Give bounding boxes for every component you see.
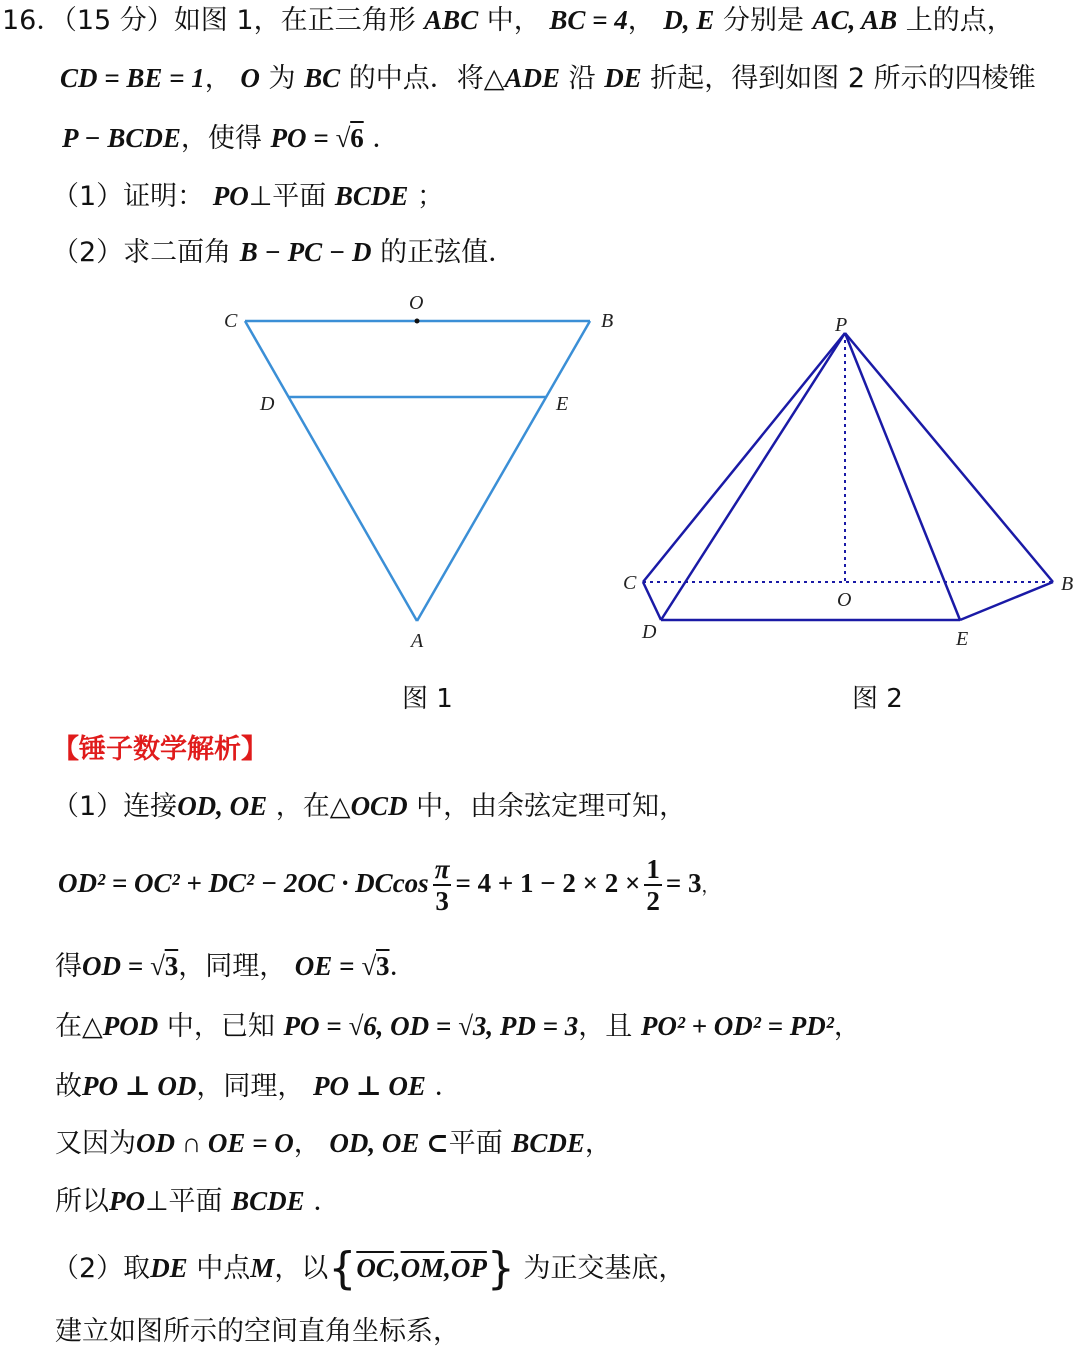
label-p: P [835, 314, 848, 336]
math-sqrt3: 3 [376, 951, 390, 981]
math-po-perp-od: PO ⊥ OD [82, 1071, 197, 1101]
text-span: （1）证明： [52, 181, 205, 212]
label-a: A [411, 630, 424, 652]
text-span: 分别是 [723, 5, 804, 36]
fraction-one-half [644, 854, 662, 916]
frac-num: π [434, 853, 450, 884]
math-acab: AC, AB [812, 5, 898, 35]
text-span: ， [584, 1128, 612, 1159]
math-arith: = 4 + 1 − 2 × 2 × [455, 868, 641, 898]
text-span: ， [833, 1011, 861, 1042]
math-po-perp-oe: PO ⊥ OE [313, 1071, 426, 1101]
label-o: O [837, 589, 852, 611]
problem-line-2 [60, 60, 1036, 97]
vector-op: $\overline{OP}$ [450, 1253, 487, 1283]
math-sqrt3: 3 [164, 951, 179, 981]
label-b: B [601, 310, 614, 332]
text-span: ． [434, 1071, 462, 1102]
text-span: ，且 [578, 1011, 633, 1042]
text-span: （2）求二面角 [52, 237, 232, 268]
math-bc-eq: BC = 4 [549, 5, 628, 35]
math-pyramid: P − BCDE [62, 123, 181, 153]
text-span: 中，已知 [166, 1011, 275, 1042]
text-span: 中点 [196, 1253, 251, 1284]
text-span: , [444, 1253, 451, 1283]
text-span: 又因为 [55, 1128, 136, 1159]
text-span: 为 [268, 63, 296, 94]
math-m: M [250, 1253, 275, 1283]
question-1 [52, 178, 444, 215]
figure-2-solid-edges [643, 333, 1053, 620]
math-odoe: OD, OE [177, 791, 268, 821]
text-span: ， [293, 1128, 321, 1159]
text-span: 的中点．将△ [348, 63, 505, 94]
math-ocd: OCD [350, 791, 408, 821]
label-o: O [409, 292, 424, 314]
math-sqrt6: 6 [350, 123, 364, 153]
math-de2: DE [604, 63, 642, 93]
solution-line-4 [55, 1068, 462, 1105]
point-o [415, 319, 420, 324]
text-span: 所以 [55, 1186, 109, 1217]
math-cdbe: CD = BE = 1 [60, 63, 205, 93]
text-span: 的正弦值． [380, 237, 516, 268]
text-span: 如图 1，在正三角形 [173, 5, 416, 36]
text-span: ； [417, 181, 445, 212]
question-2 [52, 234, 515, 271]
segment-ba [417, 321, 590, 621]
math-pod: POD [102, 1011, 159, 1041]
fraction-pi-over-3 [433, 854, 452, 916]
math-intersection: OD ∩ OE = O [136, 1128, 294, 1158]
solution-line-1 [52, 788, 686, 825]
math-cosine-law: OD² = OC² + DC² − 2OC · DCcos [58, 868, 429, 898]
text-span: ⊥平面 [145, 1186, 223, 1217]
math-oe: OE = √ [294, 951, 377, 981]
label-d: D [260, 393, 275, 415]
text-span: 在△ [55, 1011, 103, 1042]
edge-pb [845, 333, 1053, 582]
math-abc: ABC [424, 5, 479, 35]
solution-line-7 [52, 1243, 686, 1294]
text-span: 中，由余弦定理可知， [416, 791, 687, 822]
solution-heading: 【锤子数学解析】 [52, 734, 268, 765]
vector-oc: $\overline{OC}$ [356, 1253, 394, 1283]
label-b: B [1061, 573, 1074, 595]
text-span: ， [701, 876, 720, 897]
text-span: 故 [55, 1071, 82, 1102]
solution-line-3 [55, 1008, 861, 1045]
math-pythag: PO² + OD² = PD² [640, 1011, 834, 1041]
solution-line-2 [55, 948, 417, 985]
figure-2-pyramid [615, 305, 1080, 660]
math-dihedral: B − PC − D [239, 237, 372, 267]
frac-den: 3 [435, 885, 449, 916]
text-span: ，在△ [275, 791, 351, 822]
edge-pe [845, 333, 960, 620]
label-d: D [642, 621, 657, 643]
math-od: OD = √ [82, 951, 165, 981]
text-span: 平面 [448, 1128, 503, 1159]
math-o: O [240, 63, 260, 93]
math-de: DE [150, 1253, 188, 1283]
solution-line-5 [55, 1125, 612, 1162]
vector-om: $\overline{OM}$ [400, 1253, 445, 1283]
figure-2-caption: 图 2 [852, 684, 903, 714]
text-span: ，同理， [196, 1071, 305, 1102]
text-span: ，同理， [178, 951, 287, 982]
text-span: 沿 [568, 63, 596, 94]
frac-num: 1 [646, 853, 660, 884]
math-result: = 3 [665, 868, 702, 898]
solution-equation-1 [58, 848, 720, 922]
right-brace: } [486, 1243, 515, 1294]
frac-den: 2 [646, 885, 660, 916]
text-span: ． [372, 123, 400, 154]
text-span: 中， [486, 5, 541, 36]
math-po: PO [212, 181, 249, 211]
figure-1-triangle [200, 285, 640, 665]
left-brace: { [328, 1243, 357, 1294]
solution-line-6 [55, 1183, 340, 1220]
problem-score: （15 分） [63, 5, 174, 36]
math-po: PO [109, 1186, 145, 1216]
text-span: （1）连接 [52, 791, 178, 822]
text-span: ， [627, 5, 655, 36]
text-span: ⊥平面 [248, 181, 327, 212]
text-span: 为正交基底， [523, 1253, 686, 1284]
problem-line-1 [2, 2, 1014, 39]
edge-eb [960, 582, 1053, 620]
label-e: E [956, 628, 969, 650]
label-c: C [623, 572, 637, 594]
math-po-eq: PO = √ [270, 123, 351, 153]
text-span: ，以 [274, 1253, 329, 1284]
text-span: , [393, 1253, 401, 1283]
text-span: 上的点， [905, 5, 1014, 36]
math-subset: OD, OE ⊂ [329, 1128, 449, 1158]
problem-line-3 [62, 120, 399, 157]
label-c: C [224, 310, 238, 332]
math-bcde: BCDE [334, 181, 409, 211]
figure-1-caption: 图 1 [402, 684, 453, 714]
text-span: （2）取 [52, 1253, 151, 1284]
solution-line-8: 建立如图所示的空间直角坐标系， [55, 1316, 460, 1347]
edge-pd [661, 333, 845, 620]
problem-number: 16． [2, 5, 64, 36]
math-lengths: PO = √6, OD = √3, PD = 3 [283, 1011, 579, 1041]
figure-2-hidden-edges [643, 333, 1053, 582]
text-span: ． [389, 951, 417, 982]
text-span: ，使得 [180, 123, 262, 154]
math-bcde: BCDE [231, 1186, 305, 1216]
math-ade: ADE [504, 63, 560, 93]
math-bcde: BCDE [511, 1128, 585, 1158]
text-span: ． [313, 1186, 341, 1217]
edge-cd [643, 582, 661, 620]
label-e: E [556, 393, 569, 415]
math-bc: BC [304, 63, 341, 93]
text-span: 折起，得到如图 2 所示的四棱锥 [650, 63, 1036, 94]
math-de: D, E [663, 5, 715, 35]
text-span: ， [204, 63, 232, 94]
text-span: 得 [55, 951, 82, 982]
edge-pc [643, 333, 845, 582]
segment-ca [245, 321, 417, 621]
figure-1-lines [245, 321, 590, 621]
